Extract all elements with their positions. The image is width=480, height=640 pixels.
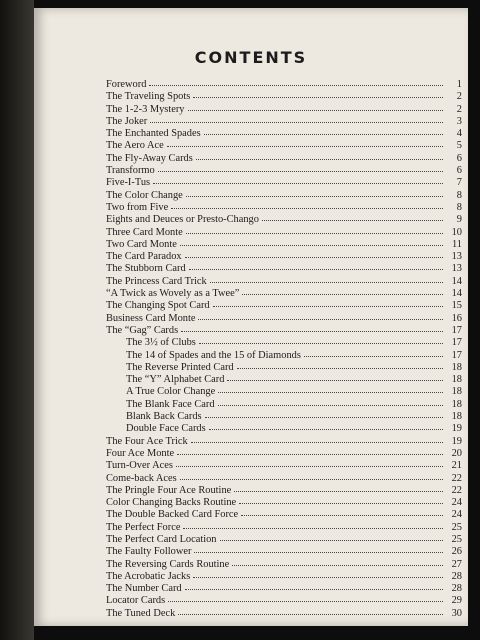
toc-entry-page: 18 <box>451 374 462 386</box>
toc-entry-label: The Enchanted Spades <box>106 128 201 140</box>
dot-leader <box>185 249 443 258</box>
toc-entry-label: Transformo <box>106 165 155 177</box>
toc-entry-page: 11 <box>451 238 462 250</box>
book-page <box>34 8 468 626</box>
toc-entry-page: 8 <box>456 189 462 201</box>
toc-entry-label: Two Card Monte <box>106 238 177 250</box>
toc-entry-label: The Changing Spot Card <box>106 300 210 312</box>
dot-leader <box>191 434 443 443</box>
toc-entry-page: 17 <box>451 337 462 349</box>
toc-entry-page: 7 <box>456 177 462 189</box>
dot-leader <box>227 372 443 381</box>
toc-entry-label: Three Card Monte <box>106 226 183 238</box>
dot-leader <box>178 606 443 615</box>
toc-entry-page: 13 <box>451 263 462 275</box>
toc-entry-label: The Perfect Card Location <box>106 533 217 545</box>
toc-entry-page: 2 <box>456 91 462 103</box>
toc-entry-label: Come-back Aces <box>106 472 177 484</box>
toc-entry-label: Two from Five <box>106 201 169 213</box>
dot-leader <box>183 520 443 529</box>
toc-entry-label: The Reversing Cards Routine <box>106 558 230 570</box>
toc-entry-label: The Blank Face Card <box>126 398 215 410</box>
table-of-contents <box>106 78 462 619</box>
toc-entry-page: 2 <box>456 103 462 115</box>
toc-entry-label: Foreword <box>106 79 147 90</box>
toc-entry-page: 8 <box>456 201 462 213</box>
toc-entry-label: “A Twick as Wovely as a Twee” <box>106 288 240 300</box>
dot-leader <box>180 471 443 480</box>
toc-entry-label: The Fly-Away Cards <box>106 152 193 164</box>
dot-leader <box>196 151 443 160</box>
toc-entry-page: 25 <box>451 533 462 545</box>
toc-entry-label: Color Changing Backs Routine <box>106 497 237 509</box>
book-spine-shadow <box>0 0 34 640</box>
toc-entry-label: The 3½ of Clubs <box>126 337 196 349</box>
dot-leader <box>168 593 443 602</box>
toc-entry-label: The “Y” Alphabet Card <box>126 374 225 386</box>
dot-leader <box>205 409 443 418</box>
toc-entry-page: 16 <box>451 312 462 324</box>
toc-entry-label: The Princess Card Trick <box>106 275 207 287</box>
dot-leader <box>218 384 443 393</box>
dot-leader <box>188 102 444 111</box>
dot-leader <box>204 126 443 135</box>
dot-leader <box>194 544 443 553</box>
toc-entry-page: 13 <box>451 251 462 263</box>
dot-leader <box>199 335 443 344</box>
toc-entry-page: 3 <box>456 115 462 127</box>
toc-entry-label: The Number Card <box>106 583 182 595</box>
toc-entry-page: 5 <box>456 140 462 152</box>
toc-entry-page: 18 <box>451 361 462 373</box>
toc-entry-page: 14 <box>451 275 462 287</box>
toc-entry-label: The Tuned Deck <box>106 607 176 619</box>
toc-entry-page: 6 <box>456 152 462 164</box>
toc-entry-label: The Card Paradox <box>106 251 182 263</box>
toc-entry-page: 14 <box>451 288 462 300</box>
dot-leader <box>210 274 443 283</box>
toc-entry-page: 28 <box>451 570 462 582</box>
toc-entry-page: 24 <box>451 509 462 521</box>
dot-leader <box>262 212 443 221</box>
dot-leader <box>237 360 443 369</box>
dot-leader <box>189 261 443 270</box>
dot-leader <box>239 495 443 504</box>
toc-entry-page: 29 <box>451 595 462 607</box>
toc-entry-page: 22 <box>451 484 462 496</box>
dot-leader <box>150 114 443 123</box>
dot-leader <box>232 557 443 566</box>
toc-entry-page: 25 <box>451 521 462 533</box>
dot-leader <box>304 348 443 357</box>
toc-entry-label: The Color Change <box>106 189 183 201</box>
dot-leader <box>198 311 443 320</box>
toc-entry-page: 19 <box>451 423 462 435</box>
toc-entry-label: Locator Cards <box>106 595 166 607</box>
toc-entry-label: The 14 of Spades and the 15 of Diamonds <box>126 349 301 361</box>
toc-entry-page: 9 <box>456 214 462 226</box>
dot-leader <box>213 298 443 307</box>
toc-entry-page: 15 <box>451 300 462 312</box>
toc-entry-label: The Reverse Printed Card <box>126 361 234 373</box>
toc-entry-label: Five-I-Tus <box>106 177 151 189</box>
toc-entry-page: 20 <box>451 447 462 459</box>
toc-entry <box>106 607 462 619</box>
toc-entry-label: The Pringle Four Ace Routine <box>106 484 232 496</box>
dot-leader <box>209 421 443 430</box>
toc-entry-page: 17 <box>451 349 462 361</box>
toc-entry-page: 24 <box>451 497 462 509</box>
toc-entry-label: The Perfect Force <box>106 521 181 533</box>
dot-leader <box>177 446 443 455</box>
toc-entry-page: 27 <box>451 558 462 570</box>
dot-leader <box>241 507 443 516</box>
toc-entry-label: The Acrobatic Jacks <box>106 570 191 582</box>
dot-leader <box>220 532 444 541</box>
toc-entry-label: The Faulty Follower <box>106 546 192 558</box>
toc-entry-label: Blank Back Cards <box>126 411 202 423</box>
toc-entry-page: 21 <box>451 460 462 472</box>
toc-entry-page: 26 <box>451 546 462 558</box>
dot-leader <box>149 77 443 86</box>
dot-leader <box>234 483 443 492</box>
toc-entry-page: 19 <box>451 435 462 447</box>
dot-leader <box>181 323 443 332</box>
toc-entry-page: 4 <box>456 128 462 140</box>
toc-entry-label: Eights and Deuces or Presto-Chango <box>106 214 259 226</box>
dot-leader <box>185 581 443 590</box>
toc-entry-label: Business Card Monte <box>106 312 196 324</box>
toc-entry-page: 30 <box>451 607 462 619</box>
dot-leader <box>158 163 443 172</box>
toc-entry-label: Four Ace Monte <box>106 447 175 459</box>
toc-entry-label: Double Face Cards <box>126 423 206 435</box>
dot-leader <box>167 138 443 147</box>
toc-entry-page: 6 <box>456 165 462 177</box>
dot-leader <box>193 569 443 578</box>
toc-entry-label: The Double Backed Card Force <box>106 509 239 521</box>
dot-leader <box>171 200 443 209</box>
dot-leader <box>193 89 443 98</box>
dot-leader <box>218 397 443 406</box>
toc-entry-label: The Traveling Spots <box>106 91 191 103</box>
toc-entry-label: The Stubborn Card <box>106 263 186 275</box>
toc-entry-label: The “Gag” Cards <box>106 324 179 336</box>
toc-entry-page: 18 <box>451 411 462 423</box>
dot-leader <box>242 286 443 295</box>
toc-entry-label: Turn-Over Aces <box>106 460 173 472</box>
toc-entry-label: A True Color Change <box>126 386 216 398</box>
toc-entry-page: 1 <box>456 79 462 90</box>
toc-entry-label: The Aero Ace <box>106 140 164 152</box>
page-title: CONTENTS <box>194 48 308 67</box>
dot-leader <box>186 188 443 197</box>
dot-leader <box>153 175 443 184</box>
toc-entry-page: 17 <box>451 324 462 336</box>
toc-entry-page: 10 <box>451 226 462 238</box>
toc-entry-page: 18 <box>451 398 462 410</box>
toc-entry-label: The 1-2-3 Mystery <box>106 103 185 115</box>
dot-leader <box>186 225 443 234</box>
toc-entry-page: 22 <box>451 472 462 484</box>
toc-entry-page: 18 <box>451 386 462 398</box>
dot-leader <box>180 237 443 246</box>
toc-entry-label: The Joker <box>106 115 148 127</box>
toc-entry-page: 28 <box>451 583 462 595</box>
toc-entry-label: The Four Ace Trick <box>106 435 188 447</box>
dot-leader <box>176 458 443 467</box>
